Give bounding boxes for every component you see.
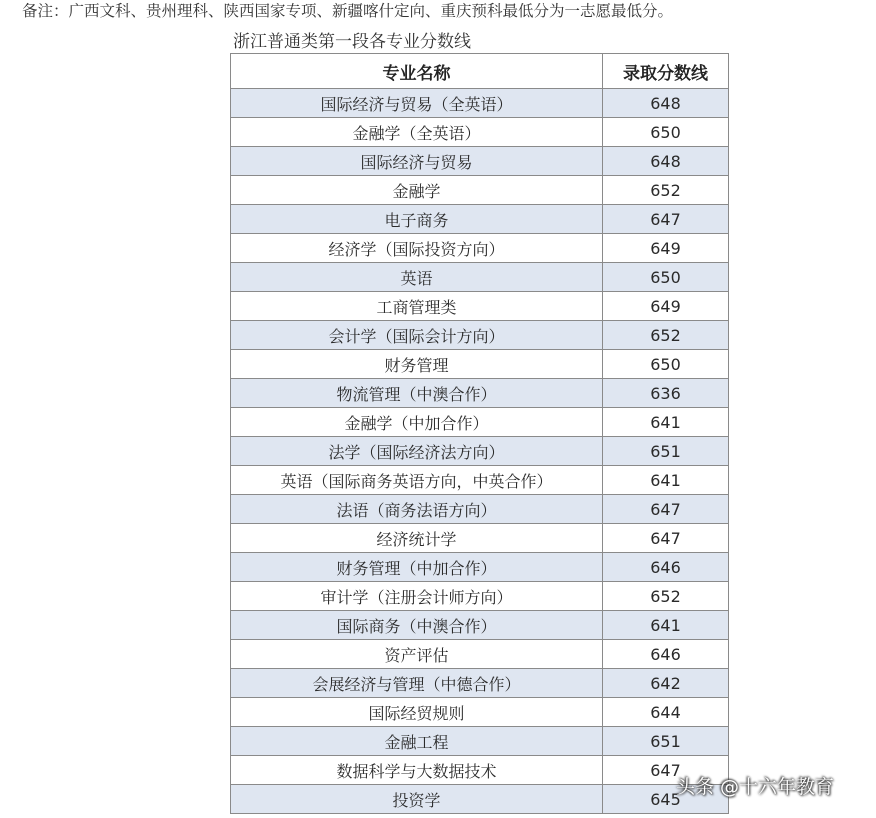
major-name-cell: 会展经济与管理（中德合作）: [231, 669, 603, 698]
table-row: [231, 176, 729, 205]
major-name-cell: 国际经贸规则: [231, 698, 603, 727]
table-row: [231, 89, 729, 118]
table-row: [231, 147, 729, 176]
table-row: [231, 292, 729, 321]
score-cell: 650: [603, 118, 729, 147]
table-row: [231, 350, 729, 379]
table-row: [231, 437, 729, 466]
footnote-text: 备注：广西文科、贵州理科、陕西国家专项、新疆喀什定向、重庆预科最低分为一志愿最低分。: [22, 2, 674, 20]
table-row: [231, 669, 729, 698]
watermark: 头条 @十六年教育: [676, 776, 835, 798]
score-cell: 646: [603, 553, 729, 582]
major-name-cell: 法学（国际经济法方向）: [231, 437, 603, 466]
score-cell: 649: [603, 292, 729, 321]
major-name-cell: 经济统计学: [231, 524, 603, 553]
score-cell: 651: [603, 727, 729, 756]
table-row: [231, 611, 729, 640]
table-row: [231, 756, 729, 785]
score-cell: 641: [603, 408, 729, 437]
table-row: [231, 234, 729, 263]
major-name-cell: 物流管理（中澳合作）: [231, 379, 603, 408]
major-name-cell: 工商管理类: [231, 292, 603, 321]
score-cell: 650: [603, 263, 729, 292]
column-header-major: 专业名称: [231, 54, 603, 89]
table-row: [231, 263, 729, 292]
score-cell: 645: [603, 785, 729, 814]
table-row: [231, 582, 729, 611]
table-row: [231, 727, 729, 756]
major-name-cell: 财务管理（中加合作）: [231, 553, 603, 582]
major-name-cell: 金融学（全英语）: [231, 118, 603, 147]
score-table: [230, 53, 729, 814]
score-cell: 641: [603, 466, 729, 495]
major-name-cell: 法语（商务法语方向）: [231, 495, 603, 524]
major-name-cell: 电子商务: [231, 205, 603, 234]
table-caption: 浙江普通类第一段各专业分数线: [233, 32, 471, 52]
score-cell: 647: [603, 524, 729, 553]
score-cell: 647: [603, 205, 729, 234]
score-cell: 648: [603, 89, 729, 118]
major-name-cell: 国际商务（中澳合作）: [231, 611, 603, 640]
column-header-score: 录取分数线: [603, 54, 729, 89]
major-name-cell: 会计学（国际会计方向）: [231, 321, 603, 350]
major-name-cell: 金融学: [231, 176, 603, 205]
score-cell: 642: [603, 669, 729, 698]
score-cell: 649: [603, 234, 729, 263]
major-name-cell: 国际经济与贸易（全英语）: [231, 89, 603, 118]
score-cell: 647: [603, 495, 729, 524]
major-name-cell: 国际经济与贸易: [231, 147, 603, 176]
major-name-cell: 英语（国际商务英语方向，中英合作）: [231, 466, 603, 495]
score-cell: 652: [603, 321, 729, 350]
score-cell: 650: [603, 350, 729, 379]
major-name-cell: 经济学（国际投资方向）: [231, 234, 603, 263]
major-name-cell: 投资学: [231, 785, 603, 814]
score-cell: 636: [603, 379, 729, 408]
major-name-cell: 审计学（注册会计师方向）: [231, 582, 603, 611]
table-row: [231, 379, 729, 408]
major-name-cell: 财务管理: [231, 350, 603, 379]
table-row: [231, 785, 729, 814]
major-name-cell: 数据科学与大数据技术: [231, 756, 603, 785]
score-cell: 652: [603, 582, 729, 611]
table-row: [231, 466, 729, 495]
table-row: [231, 553, 729, 582]
score-cell: 651: [603, 437, 729, 466]
major-name-cell: 资产评估: [231, 640, 603, 669]
table-row: [231, 321, 729, 350]
score-cell: 648: [603, 147, 729, 176]
major-name-cell: 金融工程: [231, 727, 603, 756]
table-row: [231, 698, 729, 727]
table-body: [231, 89, 729, 814]
score-cell: 646: [603, 640, 729, 669]
major-name-cell: 金融学（中加合作）: [231, 408, 603, 437]
table-row: [231, 495, 729, 524]
score-cell: 641: [603, 611, 729, 640]
score-cell: 647: [603, 756, 729, 785]
table-row: [231, 640, 729, 669]
score-cell: 644: [603, 698, 729, 727]
table-row: [231, 118, 729, 147]
table-row: [231, 524, 729, 553]
table-header-row: [231, 54, 729, 89]
table-row: [231, 408, 729, 437]
table-row: [231, 205, 729, 234]
score-cell: 652: [603, 176, 729, 205]
major-name-cell: 英语: [231, 263, 603, 292]
